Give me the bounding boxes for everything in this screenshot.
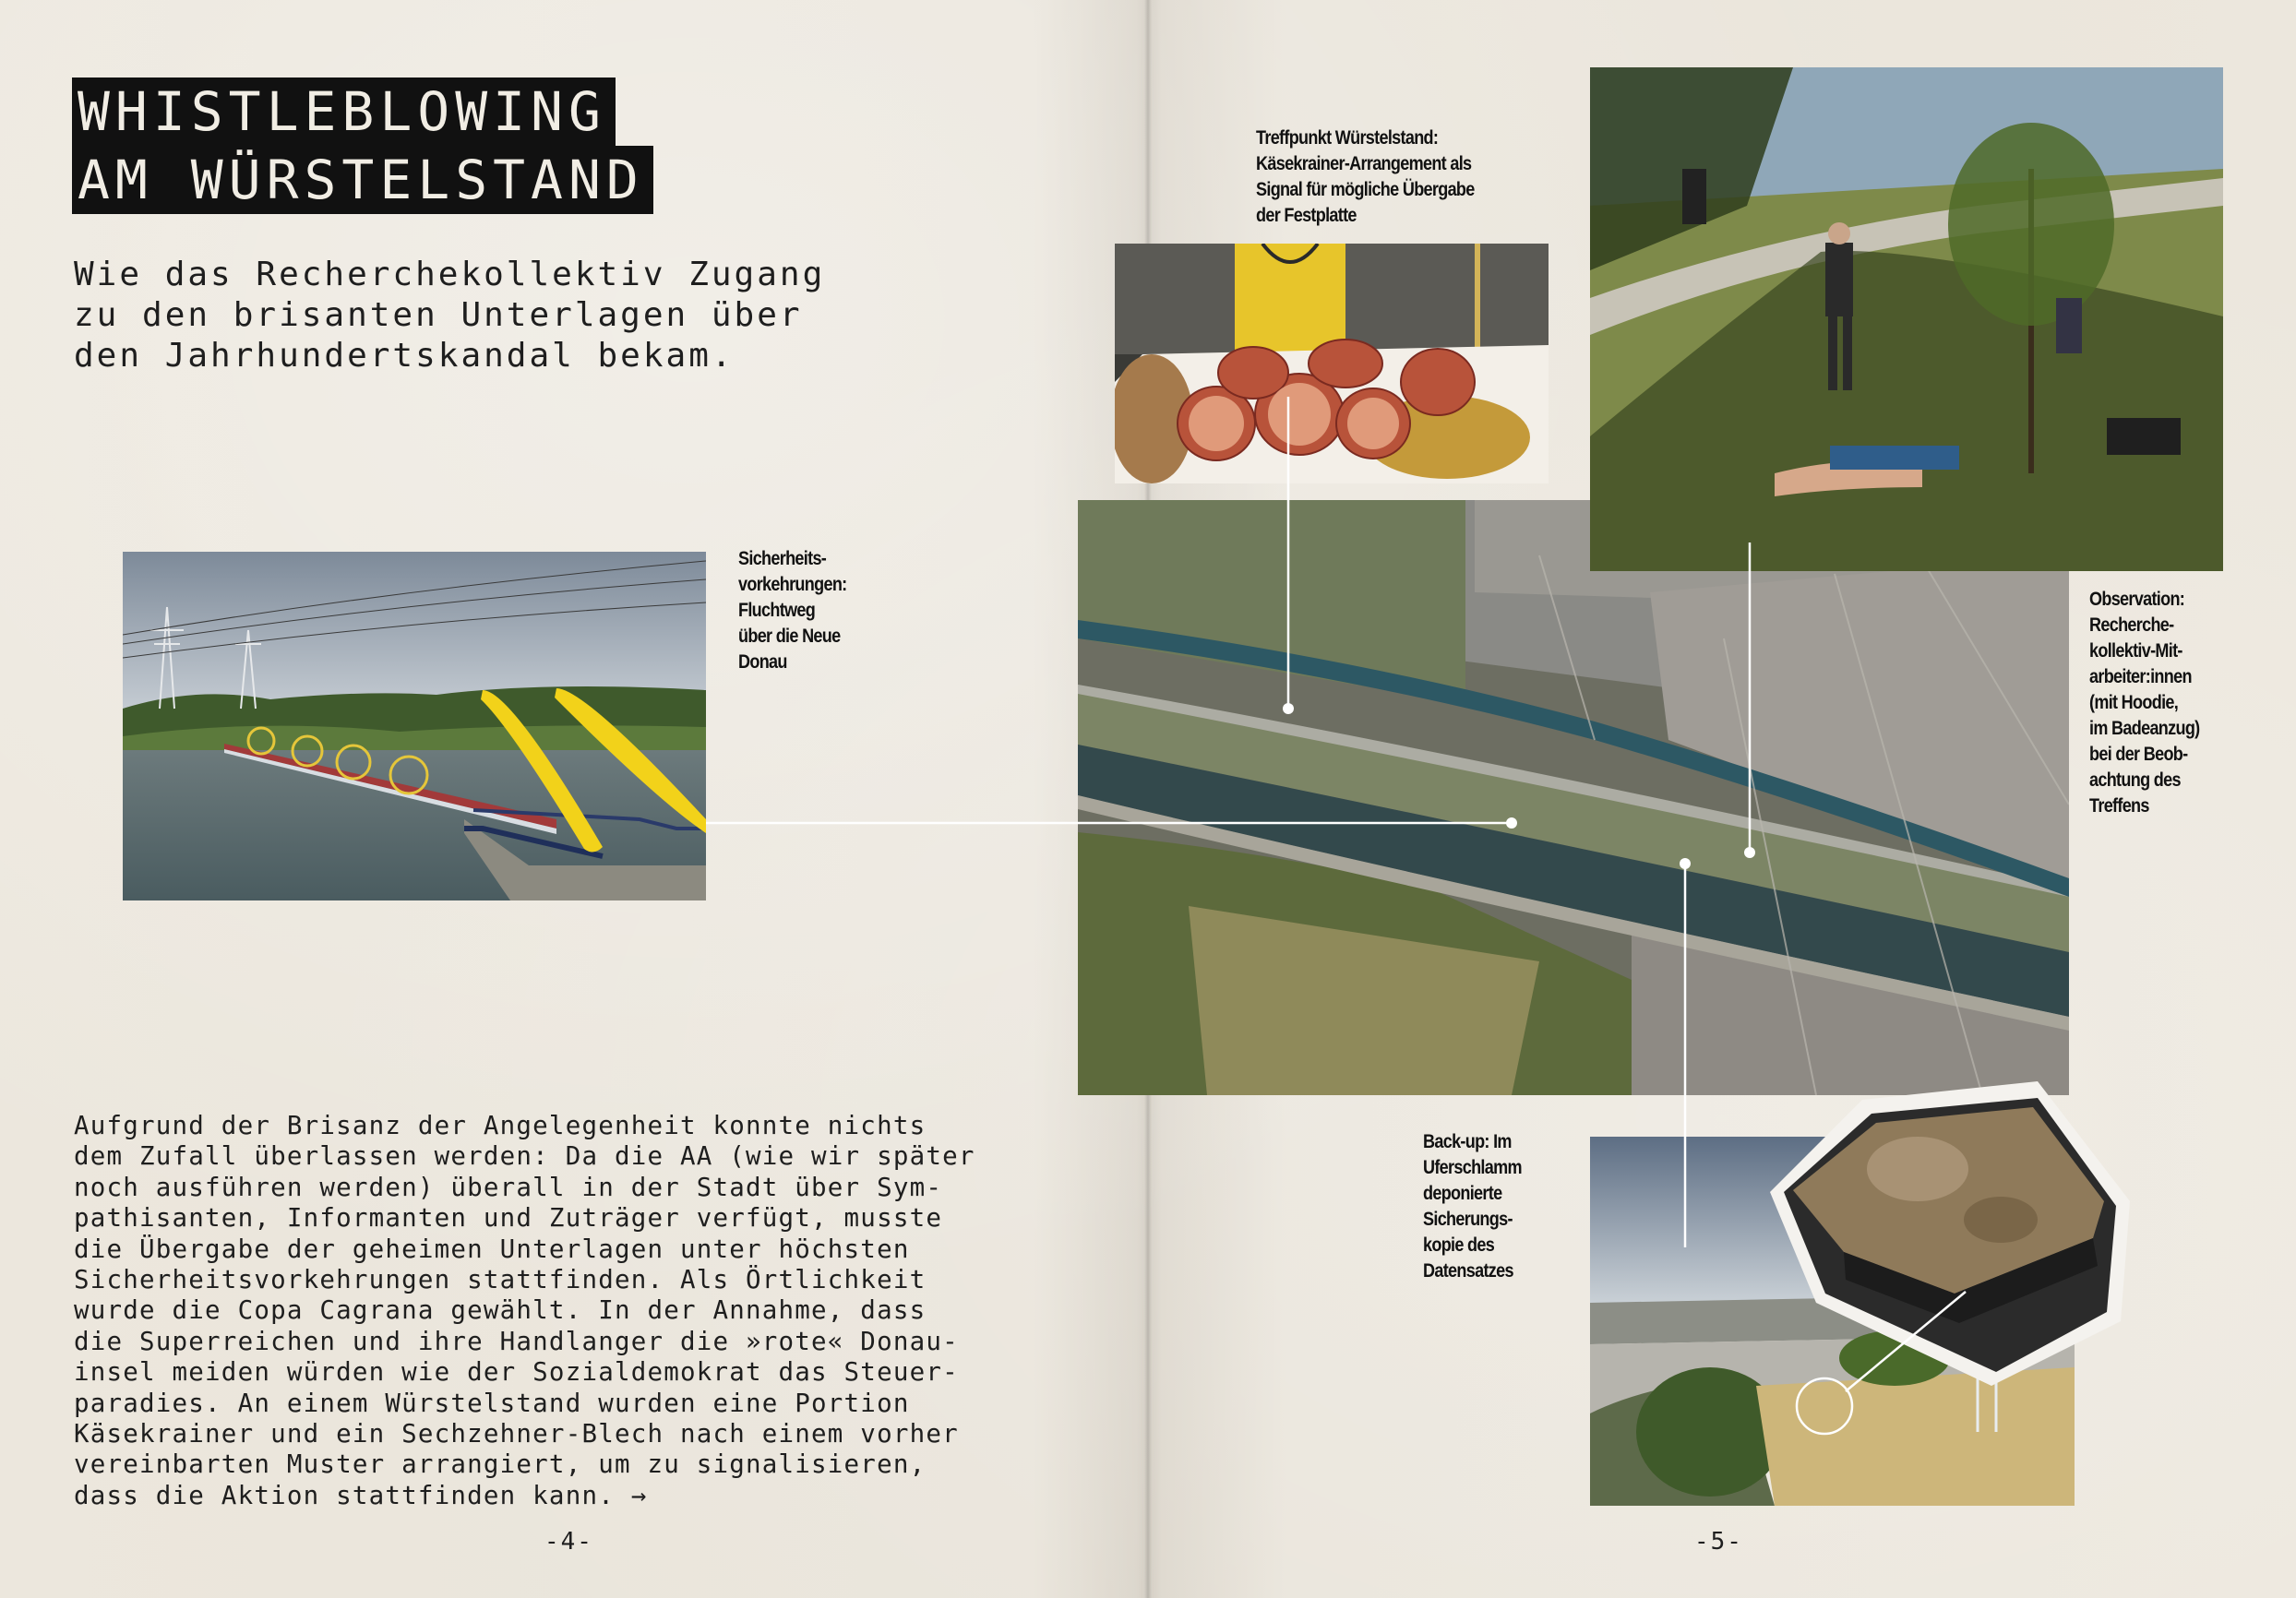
caption-line: Donau [738, 651, 787, 673]
caption-line: Fluchtweg [738, 600, 816, 621]
subtitle [74, 255, 904, 376]
caption-sausage [1256, 125, 1475, 229]
subtitle-line: Wie das Recherchekollektiv Zugang [74, 256, 826, 293]
caption-observation [2089, 587, 2199, 819]
caption-line: kollektiv-Mit- [2089, 640, 2182, 662]
caption-line: der Festplatte [1256, 205, 1357, 226]
body-line: wurde die Copa Cagrana gewählt. In der Annahme, dass [74, 1295, 927, 1326]
article-body [74, 1111, 1043, 1511]
body-line: paradies. An einem Würstelstand wurden eine Portion [74, 1388, 910, 1418]
body-line: Sicherheitsvorkehrungen stattfinden. Als Örtlichkeit [74, 1265, 927, 1295]
body-line: die Übergabe der geheimen Unterlagen unter höchsten [74, 1234, 910, 1264]
caption-line: deponierte [1423, 1183, 1502, 1204]
caption-line: Sicherungs- [1423, 1209, 1513, 1230]
muddy-hard-drive-photo [1761, 1081, 2130, 1386]
caption-line: Observation: [2089, 589, 2185, 610]
pontoon-bridge-photo [123, 552, 706, 900]
caption-line: bei der Beob- [2089, 744, 2188, 765]
body-line: dass die Aktion stattfinden kann. → [74, 1480, 648, 1510]
caption-line: über die Neue [738, 626, 841, 647]
caption-backup [1423, 1129, 1522, 1284]
body-line: Aufgrund der Brisanz der Angelegenheit konnte nichts [74, 1111, 927, 1140]
kaesekrainer-plate-photo [1115, 244, 1549, 483]
caption-line: arbeiter:innen [2089, 666, 2192, 687]
caption-line: Treffpunkt Würstelstand: [1256, 127, 1439, 149]
body-line: die Superreichen und ihre Handlanger die »rote« Donau- [74, 1326, 959, 1356]
caption-line: Käsekrainer-Arrangement als [1256, 153, 1472, 174]
body-line: dem Zufall überlassen werden: Da die AA (wie wir später [74, 1141, 975, 1172]
page-number-left: -4- [544, 1528, 593, 1556]
headline-line-2: AM WÜRSTELSTAND [72, 146, 653, 214]
body-line: Käsekrainer und ein Sechzehner-Blech nach einem vorher [74, 1419, 959, 1449]
body-line: insel meiden würden wie der Sozialdemokrat das Steuer- [74, 1357, 959, 1388]
subtitle-line: den Jahrhundertskandal bekam. [74, 337, 735, 375]
body-line: vereinbarten Muster arrangiert, um zu signalisieren, [74, 1449, 927, 1480]
caption-line: Signal für mögliche Übergabe [1256, 179, 1475, 200]
caption-line: Datensatzes [1423, 1260, 1513, 1282]
body-line: pathisanten, Informanten und Zuträger verfügt, musste [74, 1203, 943, 1234]
body-line: noch ausführen werden) überall in der Stadt über Sym- [74, 1172, 943, 1202]
page-number-right: -5- [1694, 1528, 1743, 1556]
caption-line: Sicherheits- [738, 548, 827, 569]
caption-line: vorkehrungen: [738, 574, 847, 595]
caption-line: kopie des [1423, 1234, 1495, 1256]
headline-line-1: WHISTLEBLOWING [72, 78, 616, 146]
aerial-map-danube [1078, 500, 2069, 1095]
caption-line: Back-up: Im [1423, 1131, 1512, 1152]
caption-line: Treffens [2089, 795, 2149, 817]
subtitle-line: zu den brisanten Unterlagen über [74, 296, 803, 334]
caption-line: Uferschlamm [1423, 1157, 1522, 1178]
riverside-park-photo [1590, 67, 2223, 571]
caption-line: Recherche- [2089, 614, 2174, 636]
caption-bridge [738, 546, 846, 675]
caption-line: achtung des [2089, 769, 2181, 791]
caption-line: (mit Hoodie, [2089, 692, 2179, 713]
caption-line: im Badeanzug) [2089, 718, 2200, 739]
